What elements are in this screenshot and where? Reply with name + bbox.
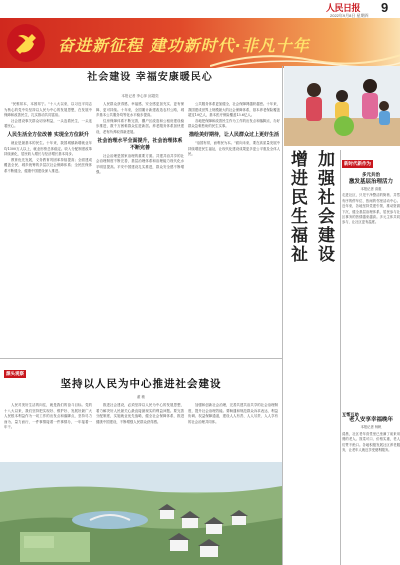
sidebar-byline: 本报记者 杨帆	[360, 425, 382, 430]
banner-slogan: 奋进新征程 建功新时代·非凡十年	[58, 36, 310, 55]
village-landscape-icon	[0, 462, 282, 565]
family-illustration-icon	[284, 66, 400, 146]
sidebar-title: 老人安享幸福晚年	[348, 417, 393, 424]
feature-headline	[286, 150, 338, 450]
sidebar-second	[342, 412, 400, 552]
main-article-column-1	[4, 102, 92, 354]
section-subheading: 社会治理水平全面提升，社会治理体系不断完善	[97, 137, 183, 151]
main-article-column-3	[188, 102, 280, 354]
sidebar-kicker: 互帮互助	[342, 412, 359, 417]
family-photo	[284, 66, 400, 146]
headline-line-1: 增进民生福祉	[287, 150, 307, 264]
page-number: 9	[381, 0, 389, 15]
column-divider	[282, 66, 283, 565]
sidebar	[342, 150, 400, 343]
column-divider	[340, 150, 341, 565]
lower-article-title: 坚持以人民为中心推进社会建设	[60, 378, 222, 390]
sidebar-kicker: 多元共治	[362, 173, 380, 178]
paragraph: 加强和创新社会治理，完善共建共治共享的社会治理制度，提升社会治理效能。要畅通和规范群众诉求表达、利益协调、权益保障通道，建设人人有责、人人尽责、人人享有的社会治理共同体。	[188, 403, 278, 424]
paragraph: "民惟邦本，本固邦宁。"十八大以来，以习近平同志为核心的党中央坚持以人民为中心的发展思想，在发展中保障和改善民生，扎实推动共同富裕。	[4, 102, 92, 118]
paragraph: 就业是最基本的民生。十年来，我国城镇新增就业年均1300万人以上，就业形势总体稳定。收入分配制度改革持续深化，居民收入增长与经济增长基本同步。	[4, 140, 92, 157]
lower-article-column-2	[96, 403, 184, 459]
sidebar-title: 激发基层治理活力	[348, 179, 393, 185]
tag-label: 源头观察	[6, 372, 24, 377]
section-subheading: 人民生活全方位改善 实现全方位跃升	[7, 131, 89, 138]
village-aerial-photo	[0, 462, 282, 565]
main-article-title: 社会建设 幸福安康暖民心	[87, 72, 213, 83]
lower-article-column-3	[188, 403, 278, 459]
paragraph: 人民对美好生活的向往，就是我们的奋斗目标。党的十八大以来，我们坚持把实现好、维护好、发展好最广大人民根本利益作为一切工作的出发点和落脚点，坚持尽力而为、量力而行，一件事情接着一件事情办，一年接着一年干。	[4, 403, 92, 430]
dateline: 2022年9月8日 星期四	[330, 13, 369, 18]
sidebar-tag: 新时代新作为	[344, 162, 371, 167]
section-divider	[0, 358, 282, 359]
paragraph: 人民群众获得感、幸福感、安全感更加充实、更有保障、更可持续。十年来，全国累计新建改造农村公路，城乡基本公共服务均等化水平稳步提高。	[96, 102, 184, 118]
paragraph: 各地把保障和改善民生作为工作的出发点和落脚点，办好群众急难愁盼的民生实事。	[188, 118, 280, 129]
sidebar-body: 清晨，社区老年食堂里已坐满了前来用餐的老人。饭菜可口、价格实惠，老人们赞不绝口。各地积极发展社区养老服务，让老年人就近享受便利服务。	[342, 431, 400, 453]
masthead	[0, 0, 400, 20]
section-banner	[0, 18, 400, 68]
paragraph: 社会建设事关群众切身利益，一头连着民生，一头连着民心。	[4, 118, 92, 129]
lower-article-column-1	[4, 403, 92, 459]
sidebar-byline: 本报记者 高惠	[360, 187, 382, 191]
main-article-byline: 本报记者 李心萍 邱超奕	[121, 94, 159, 98]
paragraph: 公共服务体系更加健全，社会保障网越织越密。十年来，我国建成世界上规模最大的社会保障体系，基本养老保险覆盖超过10亿人，基本医疗保险覆盖13.6亿人。	[188, 102, 280, 118]
section-subheading: 描绘美好期待，让人民群众过上更好生活	[188, 131, 279, 138]
paragraph: "治国有常，而利民为本。"面向未来，要在高质量发展中持续增进民生福祉，让现代化建设成果更多更公平惠及全体人民。	[188, 140, 280, 157]
party-emblem-icon	[6, 22, 46, 64]
newspaper-logo: 人民日报	[326, 4, 361, 14]
headline-line-2: 加强社会建设	[314, 150, 334, 264]
paragraph: 社会治理是国家治理的重要方面。共建共治共享的社会治理制度不断完善，基层治理体系和治理能力现代化水平明显提高。平安中国建设扎实推进，群众安全感不断增强。	[96, 153, 184, 175]
paragraph: 教育优先发展，义务教育巩固率持续提高；全面建成覆盖全民、城乡统筹的多层次社会保障体系；全民医保体系不断健全，健康中国建设深入推进。	[4, 157, 92, 173]
main-article-column-2	[96, 102, 184, 354]
paragraph: 推进社会建设，必须坚持以人民为中心的发展思想，着力解决好人民最关心最直接最现实的利益问题。要完善分配制度，实施就业优先战略，健全社会保障体系，推进健康中国建设，不断增强人民群众获得感。	[96, 403, 184, 424]
sidebar-body: 走进社区，只见干净整洁的街巷、井然有序的停车位、热闹的邻里活动中心。近年来，各地坚持党建引领，推动资源下沉，健全基层治理体系，居民参与社区事务的热情越来越高。多元主体共同参与，让社区更有温度。	[342, 193, 400, 225]
paragraph: 住房保障体系不断完善，棚户区改造和公租房建设稳步推进，数千万困难群众住进新居。养老服务体系加快建设，老有所养取得新进展。	[96, 118, 184, 134]
lower-article-byline: 翟 敏	[136, 395, 146, 399]
